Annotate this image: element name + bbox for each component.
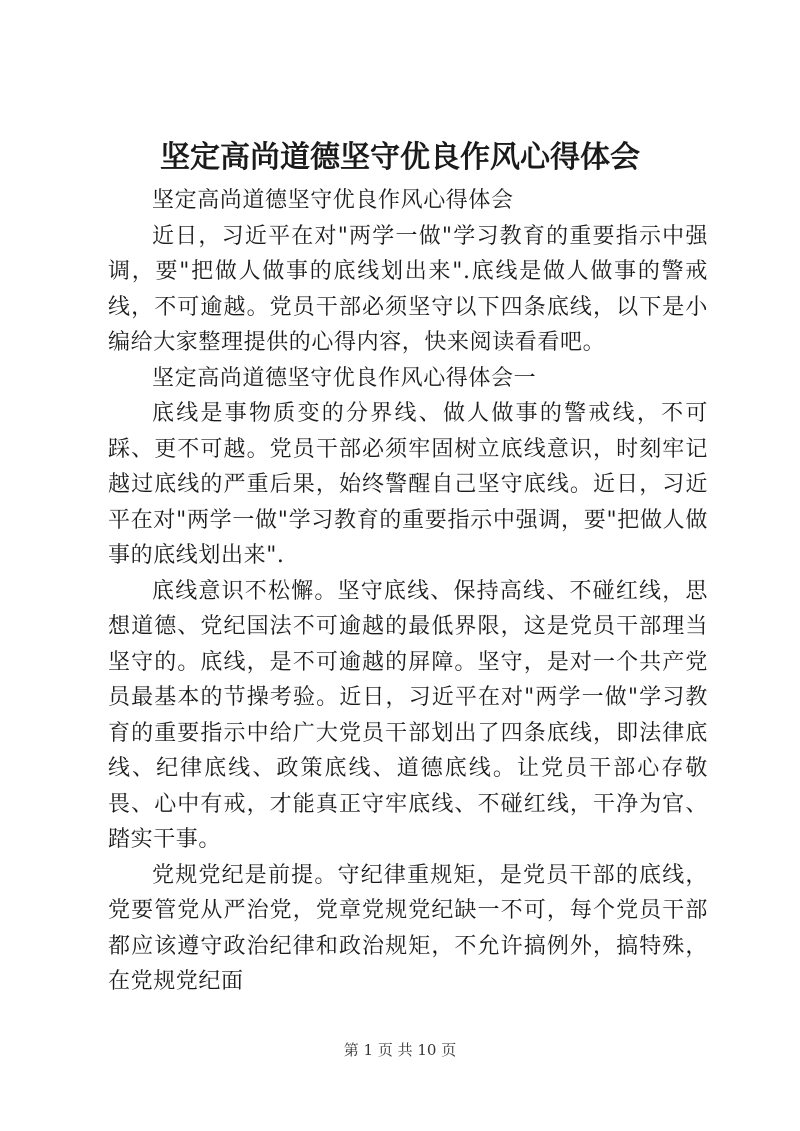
paragraph-subtitle: 坚定高尚道德坚守优良作风心得体会	[152, 188, 514, 213]
paragraph-party-rules: 党规党纪是前提。守纪律重规矩，是党员干部的底线，党要管党从严治党，党章党规党纪缺一不可，每个党员干部都应该遵守政治纪律和政治规矩，不允许搞例外，搞特殊，在党规党纪面	[108, 862, 708, 994]
paragraph-section-heading: 坚定高尚道德坚守优良作风心得体会一	[152, 365, 537, 391]
paragraph-bottom-line: 底线是事物质变的分界线、做人做事的警戒线，不可踩、更不可越。党员干部必须牢固树立底线意识，时刻牢记越过底线的严重后果，始终警醒自己坚守底线。近日，习近平在对"两学一做"学习教育的重要指示中强调，要"把做人做事的底线划出来".	[108, 401, 708, 568]
paragraph-intro: 近日，习近平在对"两学一做"学习教育的重要指示中强调，要"把做人做事的底线划出来".底线是做人做事的警戒线，不可逾越。党员干部必须坚守以下四条底线，以下是小编给大家整理提供的心得内容，快来阅读看看吧。	[108, 223, 708, 355]
page-number-footer: 第 1 页 共 10 页	[343, 1041, 457, 1059]
document-title: 坚定高尚道德坚守优良作风心得体会	[160, 140, 640, 175]
document-body	[108, 183, 708, 1000]
paragraph-awareness: 底线意识不松懈。坚守底线、保持高线、不碰红线，思想道德、党纪国法不可逾越的最低界限，这是党员干部理当坚守的。底线，是不可逾越的屏障。坚守，是对一个共产党员最基本的节操考验。近日，习近平在对"两学一做"学习教育的重要指示中给广大党员干部划出了四条底线，即法律底线、纪律底线、政策底线、道德底线。让党员干部心存敬畏、心中有戒，才能真正守牢底线、不碰红线，干净为官、踏实干事。	[108, 578, 708, 852]
